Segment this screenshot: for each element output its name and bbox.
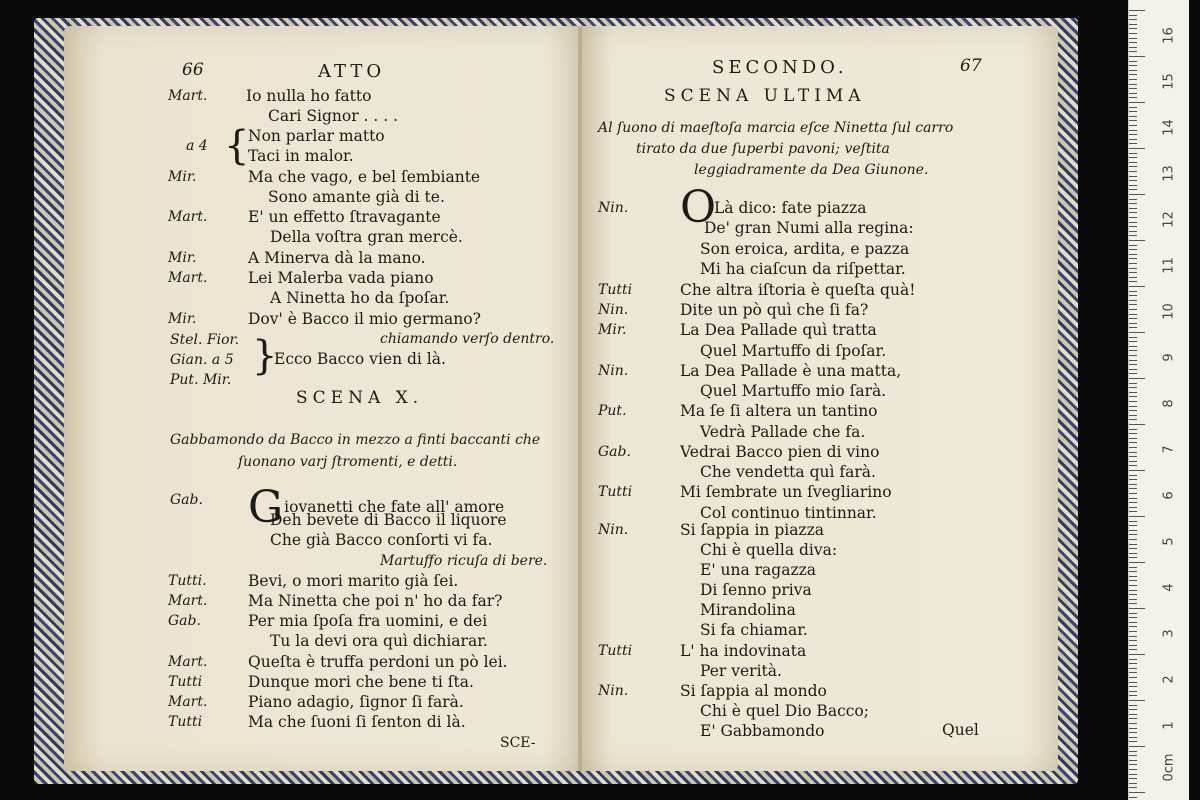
ruler-tick bbox=[1129, 327, 1137, 328]
ruler-tick bbox=[1129, 277, 1137, 278]
ruler-tick bbox=[1129, 102, 1145, 103]
right-line: Mirandolina bbox=[700, 601, 796, 619]
ruler-tick bbox=[1129, 746, 1145, 747]
ruler-tick bbox=[1129, 396, 1137, 397]
ruler-tick bbox=[1129, 263, 1137, 264]
left-1-speaker: Mir. bbox=[168, 311, 197, 327]
left-2-speaker: Tutti. bbox=[168, 573, 207, 589]
ruler-tick bbox=[1129, 677, 1137, 678]
left-1-line: Taci in malor. bbox=[248, 147, 354, 165]
right-speaker: Tutti bbox=[598, 484, 633, 500]
ruler-tick bbox=[1129, 42, 1137, 43]
gab-direction: Martuffo ricuſa di bere. bbox=[380, 553, 548, 569]
ruler-tick bbox=[1129, 755, 1137, 756]
ruler-tick bbox=[1129, 567, 1137, 568]
ruler-tick bbox=[1129, 10, 1145, 11]
left-1-line: Io nulla ho fatto bbox=[246, 87, 372, 105]
ruler-tick bbox=[1129, 741, 1137, 742]
right-line: Chi è quella diva: bbox=[700, 541, 838, 559]
right-line: La Dea Pallade è una matta, bbox=[680, 362, 902, 380]
left-1-line: Cari Signor . . . . bbox=[268, 107, 399, 125]
ruler-number: 3 bbox=[1161, 629, 1177, 638]
ruler-tick bbox=[1129, 525, 1137, 526]
ruler-tick bbox=[1129, 433, 1137, 434]
ruler-tick bbox=[1129, 337, 1137, 338]
group-speaker-1: Stel. Fior. bbox=[170, 332, 240, 348]
left-1-line: Della voſtra gran mercè. bbox=[270, 228, 463, 246]
ruler-tick bbox=[1129, 737, 1137, 738]
right-line: Si ſappia al mondo bbox=[680, 682, 827, 700]
ruler-tick bbox=[1129, 792, 1145, 793]
ruler-tick bbox=[1129, 410, 1137, 411]
right-line: Che altra iſtoria è queſta quà! bbox=[680, 281, 916, 299]
right-line: De' gran Numi alla regina: bbox=[704, 219, 914, 237]
ruler-tick bbox=[1129, 383, 1137, 384]
ruler-tick bbox=[1129, 769, 1137, 770]
left-2-speaker: Tutti bbox=[168, 714, 203, 730]
left-1-line: Dov' è Bacco il mio germano? bbox=[248, 310, 481, 328]
right-line: Di ſenno priva bbox=[700, 581, 812, 599]
ruler-tick bbox=[1129, 493, 1137, 494]
right-speaker: Nin. bbox=[598, 683, 629, 699]
ruler-tick bbox=[1129, 732, 1137, 733]
left-2-speaker: Mart. bbox=[168, 654, 208, 670]
direction-2: tirato da due ſuperbi pavoni; veſtita bbox=[636, 141, 890, 157]
ruler-tick bbox=[1129, 258, 1137, 259]
right-line: L' ha indovinata bbox=[680, 642, 807, 660]
scene-title-right: SCENA ULTIMA bbox=[664, 86, 866, 106]
ruler-tick bbox=[1129, 534, 1137, 535]
ruler-tick bbox=[1129, 134, 1137, 135]
ruler-tick bbox=[1129, 341, 1137, 342]
ruler-number: 13 bbox=[1161, 165, 1177, 182]
ruler-tick bbox=[1129, 309, 1137, 310]
left-2-line: Ma Ninetta che poi n' ho da far? bbox=[248, 592, 503, 610]
ruler-tick bbox=[1129, 97, 1137, 98]
ruler-number: 11 bbox=[1161, 257, 1177, 274]
dropcap-g: G bbox=[248, 482, 284, 533]
ruler-tick bbox=[1129, 682, 1137, 683]
ruler-tick bbox=[1129, 488, 1137, 489]
ruler-tick bbox=[1129, 507, 1137, 508]
left-2-speaker: Mart. bbox=[168, 694, 208, 710]
ruler-tick bbox=[1129, 672, 1137, 673]
brace-a5: } bbox=[252, 333, 278, 379]
ruler-tick bbox=[1129, 139, 1137, 140]
running-head-left: ATTO bbox=[318, 61, 386, 82]
ruler-number: 10 bbox=[1161, 303, 1177, 320]
ruler-tick bbox=[1129, 120, 1137, 121]
ruler-tick bbox=[1129, 516, 1145, 517]
ruler-number: 9 bbox=[1161, 353, 1177, 362]
ruler-tick bbox=[1129, 323, 1137, 324]
ruler-tick bbox=[1129, 406, 1137, 407]
ruler-tick bbox=[1129, 47, 1137, 48]
ruler-tick bbox=[1129, 28, 1137, 29]
right-line: E' Gabbamondo bbox=[700, 722, 825, 740]
ruler-tick bbox=[1129, 111, 1137, 112]
ruler-tick bbox=[1129, 695, 1137, 696]
ruler-tick bbox=[1129, 314, 1137, 315]
right-line: Col continuo tintinnar. bbox=[700, 504, 877, 522]
ruler-tick bbox=[1129, 222, 1137, 223]
left-2-speaker: Mart. bbox=[168, 593, 208, 609]
stage-direction-2: ſuonano varj ſtromenti, e detti. bbox=[238, 454, 458, 470]
gab-line-2: Deh bevete di Bacco il liquore bbox=[270, 511, 507, 529]
ruler-tick bbox=[1129, 231, 1137, 232]
left-1-line: A Minerva dà la mano. bbox=[248, 249, 426, 267]
ruler-tick bbox=[1129, 217, 1137, 218]
ruler-tick bbox=[1129, 15, 1137, 16]
ruler-tick bbox=[1129, 143, 1137, 144]
ruler-tick bbox=[1129, 613, 1137, 614]
left-1-speaker: Mart. bbox=[168, 270, 208, 286]
ruler-tick bbox=[1129, 350, 1137, 351]
ruler-tick bbox=[1129, 456, 1137, 457]
left-1-speaker: Mir. bbox=[168, 169, 197, 185]
right-line: Si fa chiamar. bbox=[700, 621, 808, 639]
ruler-tick bbox=[1129, 346, 1137, 347]
ruler-tick bbox=[1129, 93, 1137, 94]
ruler-tick bbox=[1129, 157, 1137, 158]
left-1-speaker: Mart. bbox=[168, 209, 208, 225]
ruler-tick bbox=[1129, 576, 1137, 577]
ruler-number: 16 bbox=[1161, 27, 1177, 44]
right-line: Son eroica, ardita, e pazza bbox=[700, 240, 910, 258]
ruler-tick bbox=[1129, 502, 1137, 503]
ruler-tick bbox=[1129, 714, 1137, 715]
ruler-tick bbox=[1129, 751, 1137, 752]
ruler-tick bbox=[1129, 659, 1137, 660]
brace-a4: { bbox=[224, 123, 250, 169]
ruler-tick bbox=[1129, 208, 1137, 209]
ruler-tick bbox=[1129, 475, 1137, 476]
page-number-left: 66 bbox=[182, 60, 204, 80]
right-speaker: Tutti bbox=[598, 643, 633, 659]
ruler-tick bbox=[1129, 56, 1145, 57]
right-line: Ma ſe ſi altera un tantino bbox=[680, 402, 878, 420]
ruler-tick bbox=[1129, 392, 1137, 393]
right-line: E' una ragazza bbox=[700, 561, 817, 579]
left-2-line: Per mia ſpoſa fra uomini, e dei bbox=[248, 612, 488, 630]
left-2-line: Ma che ſuoni ſi ſenton di là. bbox=[248, 713, 466, 731]
ruler-tick bbox=[1129, 709, 1137, 710]
ruler-tick bbox=[1129, 553, 1137, 554]
right-line: Si ſappia in piazza bbox=[680, 521, 825, 539]
ruler-tick bbox=[1129, 304, 1137, 305]
ruler-tick bbox=[1129, 364, 1137, 365]
ruler-tick bbox=[1129, 162, 1137, 163]
ruler-tick bbox=[1129, 360, 1137, 361]
ruler-number: 4 bbox=[1161, 583, 1177, 592]
measuring-ruler bbox=[1128, 0, 1189, 800]
right-line: Quel Martuffo di ſpoſar. bbox=[700, 342, 887, 360]
ruler-tick bbox=[1129, 51, 1137, 52]
ruler-tick bbox=[1129, 608, 1145, 609]
catchword-right: Quel bbox=[942, 721, 979, 739]
ruler-tick bbox=[1129, 185, 1137, 186]
ruler-tick bbox=[1129, 599, 1137, 600]
right-speaker: Tutti bbox=[598, 282, 633, 298]
ruler-number: 1 bbox=[1161, 721, 1177, 730]
ruler-tick bbox=[1129, 249, 1137, 250]
ruler-number: 7 bbox=[1161, 445, 1177, 454]
ruler-tick bbox=[1129, 291, 1137, 292]
left-1-line: Non parlar matto bbox=[248, 127, 385, 145]
left-1-line: chiamando verſo dentro. bbox=[380, 331, 555, 347]
gab-line-3: Che già Bacco conſorti vi fa. bbox=[270, 531, 493, 549]
ruler-tick bbox=[1129, 590, 1137, 591]
running-head-right: SECONDO. bbox=[712, 57, 848, 78]
ruler-tick bbox=[1129, 585, 1137, 586]
ruler-tick bbox=[1129, 240, 1145, 241]
ruler-tick bbox=[1129, 268, 1137, 269]
ruler-tick bbox=[1129, 203, 1137, 204]
left-1-speaker: Mir. bbox=[168, 250, 197, 266]
page-number-right: 67 bbox=[960, 56, 982, 76]
ruler-tick bbox=[1129, 470, 1145, 471]
ruler-tick bbox=[1129, 479, 1137, 480]
ruler-tick bbox=[1129, 176, 1137, 177]
ruler-tick bbox=[1129, 668, 1137, 669]
ruler-tick bbox=[1129, 447, 1137, 448]
ruler-tick bbox=[1129, 645, 1137, 646]
ruler-tick bbox=[1129, 295, 1137, 296]
ruler-tick bbox=[1129, 332, 1145, 333]
ruler-tick bbox=[1129, 70, 1137, 71]
ruler-tick bbox=[1129, 562, 1145, 563]
ruler-number: 12 bbox=[1161, 211, 1177, 228]
left-1-line: Ecco Bacco vien di là. bbox=[274, 350, 446, 368]
ruler-number: 0cm bbox=[1161, 753, 1177, 782]
ruler-tick bbox=[1129, 557, 1137, 558]
a4-label: a 4 bbox=[186, 138, 208, 154]
ruler-tick bbox=[1129, 622, 1137, 623]
ruler-tick bbox=[1129, 442, 1137, 443]
ruler-tick bbox=[1129, 452, 1137, 453]
ruler-tick bbox=[1129, 19, 1137, 20]
ruler-tick bbox=[1129, 787, 1137, 788]
ruler-tick bbox=[1129, 617, 1137, 618]
left-2-speaker: Gab. bbox=[168, 613, 201, 629]
ruler-tick bbox=[1129, 125, 1137, 126]
right-line: Quel Martuffo mio ſarà. bbox=[700, 382, 887, 400]
ruler-tick bbox=[1129, 171, 1137, 172]
ruler-tick bbox=[1129, 419, 1137, 420]
right-speaker: Nin. bbox=[598, 200, 629, 216]
right-line: Vedrà Pallade che fa. bbox=[700, 423, 866, 441]
gab-line-1-text: iovanetti che fate all' amore bbox=[284, 498, 505, 516]
ruler-tick bbox=[1129, 424, 1145, 425]
ruler-tick bbox=[1129, 415, 1137, 416]
ruler-tick bbox=[1129, 429, 1137, 430]
left-2-line: Bevi, o mori marito già ſei. bbox=[248, 572, 459, 590]
ruler-tick bbox=[1129, 189, 1137, 190]
left-2-line: Tu la devi ora quì dichiarar. bbox=[270, 632, 488, 650]
ruler-tick bbox=[1129, 580, 1137, 581]
ruler-tick bbox=[1129, 245, 1137, 246]
right-speaker: Nin. bbox=[598, 522, 629, 538]
ruler-tick bbox=[1129, 594, 1137, 595]
ruler-tick bbox=[1129, 686, 1137, 687]
ruler-tick bbox=[1129, 649, 1137, 650]
ruler-tick bbox=[1129, 107, 1137, 108]
ruler-tick bbox=[1129, 318, 1137, 319]
right-line: Vedrai Bacco pien di vino bbox=[680, 443, 880, 461]
direction-3: leggiadramente da Dea Giunone. bbox=[694, 162, 929, 178]
ruler-tick bbox=[1129, 521, 1137, 522]
group-speaker-3: Put. Mir. bbox=[170, 372, 232, 388]
ruler-tick bbox=[1129, 180, 1137, 181]
ruler-tick bbox=[1129, 116, 1137, 117]
ruler-tick bbox=[1129, 438, 1137, 439]
ruler-tick bbox=[1129, 194, 1145, 195]
ruler-tick bbox=[1129, 24, 1137, 25]
ruler-tick bbox=[1129, 663, 1137, 664]
right-line: Per verità. bbox=[700, 662, 782, 680]
ruler-tick bbox=[1129, 235, 1137, 236]
scene-title-left: SCENA X. bbox=[296, 388, 424, 408]
right-line: Dite un pò quì che ſi fa? bbox=[680, 301, 869, 319]
ruler-tick bbox=[1129, 212, 1137, 213]
ruler-tick bbox=[1129, 226, 1137, 227]
ruler-tick bbox=[1129, 74, 1137, 75]
ruler-tick bbox=[1129, 373, 1137, 374]
ruler-tick bbox=[1129, 286, 1145, 287]
ruler-tick bbox=[1129, 571, 1137, 572]
right-speaker: Nin. bbox=[598, 363, 629, 379]
ruler-tick bbox=[1129, 484, 1137, 485]
ruler-tick bbox=[1129, 603, 1137, 604]
group-speaker-2: Gian. a 5 bbox=[170, 352, 234, 368]
ruler-tick bbox=[1129, 511, 1137, 512]
ruler-tick bbox=[1129, 130, 1137, 131]
ruler-number: 8 bbox=[1161, 399, 1177, 408]
direction-1: Al ſuono di maeſtoſa marcia eſce Ninetta ſul carro bbox=[598, 120, 954, 136]
ruler-tick bbox=[1129, 38, 1137, 39]
catchword-left: SCE- bbox=[500, 735, 536, 751]
ruler-number: 14 bbox=[1161, 119, 1177, 136]
left-2-line: Dunque mori che bene ti ſta. bbox=[248, 673, 474, 691]
right-line: Che vendetta quì farà. bbox=[700, 463, 876, 481]
ruler-tick bbox=[1129, 774, 1137, 775]
ruler-tick bbox=[1129, 300, 1137, 301]
ruler-tick bbox=[1129, 778, 1137, 779]
left-1-line: A Ninetta ho da ſpoſar. bbox=[270, 289, 450, 307]
ruler-tick bbox=[1129, 79, 1137, 80]
ruler-tick bbox=[1129, 636, 1137, 637]
ruler-tick bbox=[1129, 728, 1137, 729]
right-speaker: Gab. bbox=[598, 444, 631, 460]
right-speaker: Mir. bbox=[598, 322, 627, 338]
ruler-tick bbox=[1129, 281, 1137, 282]
ruler-tick bbox=[1129, 544, 1137, 545]
ruler-tick bbox=[1129, 401, 1137, 402]
right-speaker: Nin. bbox=[598, 302, 629, 318]
right-line: Mi ha ciaſcun da riſpettar. bbox=[700, 260, 906, 278]
ruler-tick bbox=[1129, 33, 1137, 34]
ruler-tick bbox=[1129, 153, 1137, 154]
ruler-tick bbox=[1129, 631, 1137, 632]
right-line: Chi è quel Dio Bacco; bbox=[700, 702, 869, 720]
right-speaker: Put. bbox=[598, 403, 627, 419]
ruler-tick bbox=[1129, 654, 1145, 655]
ruler-tick bbox=[1129, 387, 1137, 388]
left-2-speaker: Tutti bbox=[168, 674, 203, 690]
left-1-line: Sono amante già di te. bbox=[268, 188, 445, 206]
ruler-tick bbox=[1129, 254, 1137, 255]
ruler-tick bbox=[1129, 626, 1137, 627]
left-1-line: Ma che vago, e bel ſembiante bbox=[248, 168, 481, 186]
ruler-tick bbox=[1129, 199, 1137, 200]
ruler-tick bbox=[1129, 783, 1137, 784]
ruler-tick bbox=[1129, 760, 1137, 761]
left-1-line: Lei Malerba vada piano bbox=[248, 269, 434, 287]
ruler-number: 5 bbox=[1161, 537, 1177, 546]
ruler-tick bbox=[1129, 691, 1137, 692]
ruler-tick bbox=[1129, 369, 1137, 370]
ruler-number: 2 bbox=[1161, 675, 1177, 684]
ruler-tick bbox=[1129, 465, 1137, 466]
ruler-tick bbox=[1129, 498, 1137, 499]
left-2-line: Queſta è truffa perdoni un pò lei. bbox=[248, 653, 508, 671]
ruler-tick bbox=[1129, 166, 1137, 167]
ruler-tick bbox=[1129, 700, 1145, 701]
ruler-tick bbox=[1129, 718, 1137, 719]
speaker-gab: Gab. bbox=[170, 492, 203, 508]
dropcap-o: O bbox=[680, 182, 717, 233]
right-line: La Dea Pallade quì tratta bbox=[680, 321, 877, 339]
ruler-tick bbox=[1129, 530, 1137, 531]
ruler-tick bbox=[1129, 705, 1137, 706]
ruler-tick bbox=[1129, 65, 1137, 66]
right-line: Là dico: fate piazza bbox=[714, 199, 867, 217]
ruler-tick bbox=[1129, 461, 1137, 462]
ruler-tick bbox=[1129, 797, 1137, 798]
ruler-tick bbox=[1129, 148, 1145, 149]
ruler-tick bbox=[1129, 355, 1137, 356]
ruler-tick bbox=[1129, 378, 1145, 379]
ruler-tick bbox=[1129, 272, 1137, 273]
ruler-number: 6 bbox=[1161, 491, 1177, 500]
right-line: Mi ſembrate un ſvegliarino bbox=[680, 483, 892, 501]
ruler-tick bbox=[1129, 764, 1137, 765]
stage-direction-1: Gabbamondo da Bacco in mezzo a finti baccanti che bbox=[170, 432, 541, 448]
ruler-tick bbox=[1129, 548, 1137, 549]
ruler-tick bbox=[1129, 640, 1137, 641]
left-1-speaker: Mart. bbox=[168, 88, 208, 104]
ruler-tick bbox=[1129, 88, 1137, 89]
ruler-tick bbox=[1129, 723, 1137, 724]
left-1-line: E' un effetto ſtravagante bbox=[248, 208, 441, 226]
ruler-tick bbox=[1129, 61, 1137, 62]
ruler-tick bbox=[1129, 84, 1137, 85]
ruler-number: 15 bbox=[1161, 73, 1177, 90]
ruler-tick bbox=[1129, 539, 1137, 540]
left-2-line: Piano adagio, ſignor ſi farà. bbox=[248, 693, 464, 711]
